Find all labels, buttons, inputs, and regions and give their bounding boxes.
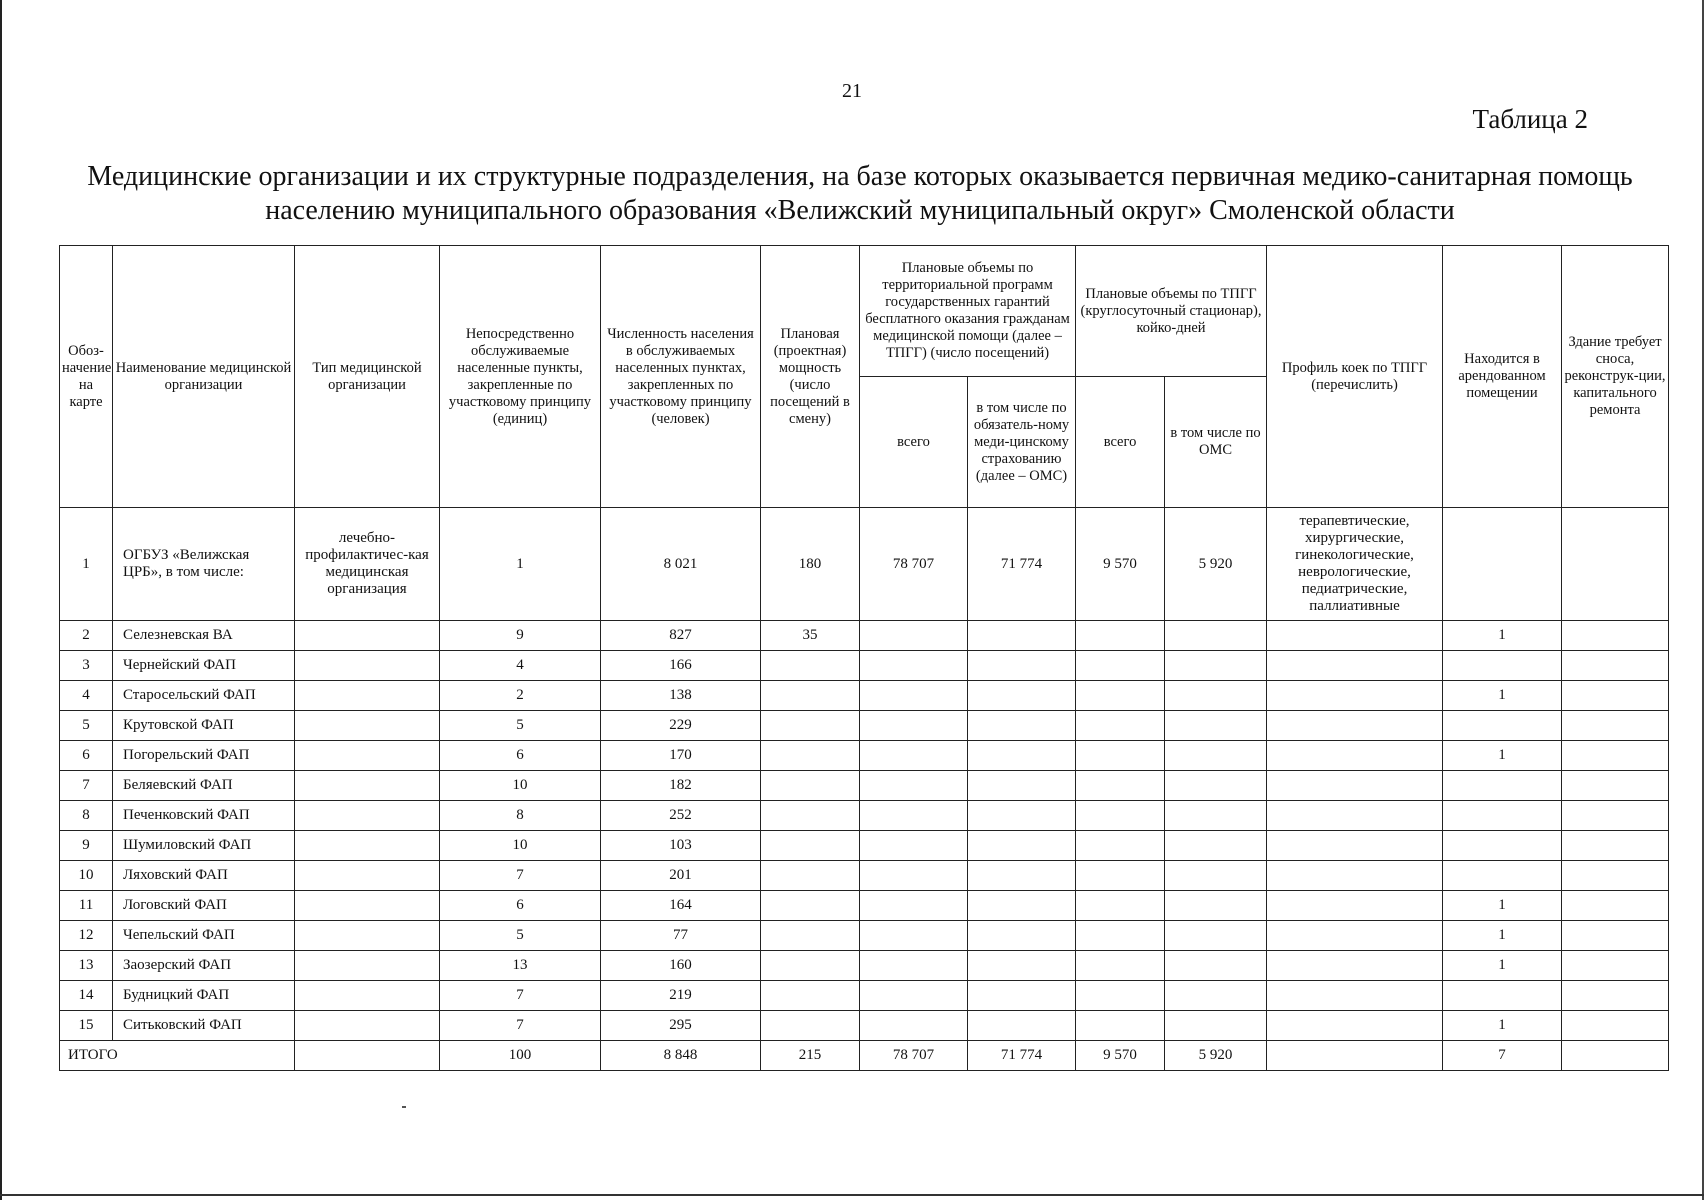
total-profile bbox=[1267, 1041, 1443, 1071]
cell-visits-total bbox=[860, 981, 968, 1011]
table-row bbox=[60, 921, 1669, 951]
cell-beds-total bbox=[1076, 981, 1165, 1011]
cell-visits-oms bbox=[968, 891, 1076, 921]
cell-beds-oms bbox=[1165, 771, 1267, 801]
cell-type bbox=[295, 771, 440, 801]
title-line-2: населению муниципального образования «Велижский муниципальный округ» Смоленской области bbox=[265, 195, 1455, 226]
cell-capacity bbox=[761, 831, 860, 861]
cell-population: 229 bbox=[601, 711, 761, 741]
page-number: 21 bbox=[842, 80, 862, 102]
cell-num: 13 bbox=[60, 951, 113, 981]
cell-settlements: 6 bbox=[440, 741, 601, 771]
total-type bbox=[295, 1041, 440, 1071]
facilities-table bbox=[59, 245, 1669, 1071]
cell-type bbox=[295, 741, 440, 771]
cell-name: Логовский ФАП bbox=[113, 891, 295, 921]
header-beds-oms: в том числе по ОМС bbox=[1165, 377, 1267, 508]
cell-visits-oms: 71 774 bbox=[968, 508, 1076, 621]
cell-population: 164 bbox=[601, 891, 761, 921]
cell-capacity bbox=[761, 891, 860, 921]
cell-type bbox=[295, 681, 440, 711]
cell-demolition bbox=[1562, 711, 1669, 741]
cell-visits-oms bbox=[968, 651, 1076, 681]
page-edge-left bbox=[0, 0, 2, 1200]
cell-demolition bbox=[1562, 741, 1669, 771]
cell-visits-oms bbox=[968, 681, 1076, 711]
cell-visits-total bbox=[860, 921, 968, 951]
cell-visits-total bbox=[860, 801, 968, 831]
cell-num: 12 bbox=[60, 921, 113, 951]
cell-name: Печенковский ФАП bbox=[113, 801, 295, 831]
cell-settlements: 5 bbox=[440, 921, 601, 951]
total-beds-total: 9 570 bbox=[1076, 1041, 1165, 1071]
cell-num: 5 bbox=[60, 711, 113, 741]
cell-beds-total bbox=[1076, 711, 1165, 741]
cell-settlements: 10 bbox=[440, 831, 601, 861]
cell-capacity bbox=[761, 951, 860, 981]
cell-rented: 1 bbox=[1443, 921, 1562, 951]
cell-profile: терапевтические, хирургические, гинекологические, неврологические, педиатрические, паллиативные bbox=[1267, 508, 1443, 621]
cell-name: Крутовской ФАП bbox=[113, 711, 295, 741]
cell-population: 252 bbox=[601, 801, 761, 831]
cell-beds-oms: 5 920 bbox=[1165, 508, 1267, 621]
table-row bbox=[60, 771, 1669, 801]
cell-rented bbox=[1443, 651, 1562, 681]
cell-name: Ляховский ФАП bbox=[113, 861, 295, 891]
cell-visits-total bbox=[860, 951, 968, 981]
cell-type bbox=[295, 651, 440, 681]
cell-num: 6 bbox=[60, 741, 113, 771]
cell-settlements: 6 bbox=[440, 891, 601, 921]
cell-beds-oms bbox=[1165, 951, 1267, 981]
cell-settlements: 8 bbox=[440, 801, 601, 831]
cell-rented bbox=[1443, 831, 1562, 861]
cell-capacity bbox=[761, 861, 860, 891]
table-row-main bbox=[60, 508, 1669, 621]
table-row bbox=[60, 801, 1669, 831]
cell-profile bbox=[1267, 921, 1443, 951]
cell-rented: 1 bbox=[1443, 681, 1562, 711]
cell-beds-total bbox=[1076, 681, 1165, 711]
cell-beds-total bbox=[1076, 801, 1165, 831]
header-tpgg-beds: Плановые объемы по ТПГГ (круглосуточный стационар), койко-дней bbox=[1076, 246, 1267, 377]
header-designation: Обоз-начение на карте bbox=[60, 246, 113, 508]
cell-capacity: 180 bbox=[761, 508, 860, 621]
cell-profile bbox=[1267, 801, 1443, 831]
cell-beds-total bbox=[1076, 651, 1165, 681]
cell-profile bbox=[1267, 951, 1443, 981]
cell-beds-total bbox=[1076, 921, 1165, 951]
cell-population: 827 bbox=[601, 621, 761, 651]
header-rented: Находится в арендованном помещении bbox=[1443, 246, 1562, 508]
cell-beds-oms bbox=[1165, 741, 1267, 771]
cell-demolition bbox=[1562, 831, 1669, 861]
table-row bbox=[60, 861, 1669, 891]
cell-beds-total bbox=[1076, 891, 1165, 921]
total-demolition bbox=[1562, 1041, 1669, 1071]
cell-visits-total bbox=[860, 891, 968, 921]
cell-num: 8 bbox=[60, 801, 113, 831]
cell-type bbox=[295, 621, 440, 651]
cell-profile bbox=[1267, 891, 1443, 921]
cell-beds-oms bbox=[1165, 1011, 1267, 1041]
cell-capacity bbox=[761, 681, 860, 711]
cell-demolition bbox=[1562, 981, 1669, 1011]
table-row bbox=[60, 831, 1669, 861]
cell-visits-total bbox=[860, 711, 968, 741]
cell-capacity bbox=[761, 981, 860, 1011]
cell-name: Будницкий ФАП bbox=[113, 981, 295, 1011]
cell-demolition bbox=[1562, 508, 1669, 621]
cell-num: 11 bbox=[60, 891, 113, 921]
cell-profile bbox=[1267, 861, 1443, 891]
cell-name: ОГБУЗ «Велижская ЦРБ», в том числе: bbox=[113, 508, 295, 621]
cell-capacity bbox=[761, 921, 860, 951]
cell-beds-total bbox=[1076, 951, 1165, 981]
cell-population: 201 bbox=[601, 861, 761, 891]
cell-num: 9 bbox=[60, 831, 113, 861]
cell-settlements: 1 bbox=[440, 508, 601, 621]
table-row bbox=[60, 951, 1669, 981]
total-label: ИТОГО bbox=[60, 1041, 295, 1071]
cell-beds-oms bbox=[1165, 861, 1267, 891]
cell-name: Старосельский ФАП bbox=[113, 681, 295, 711]
cell-type bbox=[295, 951, 440, 981]
cell-capacity bbox=[761, 741, 860, 771]
cell-population: 295 bbox=[601, 1011, 761, 1041]
cell-visits-total bbox=[860, 651, 968, 681]
cell-beds-total bbox=[1076, 771, 1165, 801]
cell-rented bbox=[1443, 801, 1562, 831]
cell-type bbox=[295, 831, 440, 861]
total-capacity: 215 bbox=[761, 1041, 860, 1071]
total-visits-oms: 71 774 bbox=[968, 1041, 1076, 1071]
cell-name: Беляевский ФАП bbox=[113, 771, 295, 801]
cell-beds-total bbox=[1076, 831, 1165, 861]
cell-capacity bbox=[761, 771, 860, 801]
cell-population: 219 bbox=[601, 981, 761, 1011]
cell-demolition bbox=[1562, 621, 1669, 651]
cell-demolition bbox=[1562, 921, 1669, 951]
cell-visits-oms bbox=[968, 921, 1076, 951]
cell-num: 1 bbox=[60, 508, 113, 621]
cell-beds-oms bbox=[1165, 981, 1267, 1011]
cell-settlements: 9 bbox=[440, 621, 601, 651]
header-demolition: Здание требует сноса, реконструк-ции, капитального ремонта bbox=[1562, 246, 1669, 508]
cell-num: 3 bbox=[60, 651, 113, 681]
cell-profile bbox=[1267, 621, 1443, 651]
cell-demolition bbox=[1562, 951, 1669, 981]
cell-capacity bbox=[761, 651, 860, 681]
cell-settlements: 7 bbox=[440, 981, 601, 1011]
cell-population: 170 bbox=[601, 741, 761, 771]
cell-rented bbox=[1443, 981, 1562, 1011]
cell-visits-oms bbox=[968, 861, 1076, 891]
cell-beds-oms bbox=[1165, 801, 1267, 831]
cell-visits-oms bbox=[968, 951, 1076, 981]
cell-profile bbox=[1267, 651, 1443, 681]
header-bed-profile: Профиль коек по ТПГГ (перечислить) bbox=[1267, 246, 1443, 508]
cell-beds-total bbox=[1076, 861, 1165, 891]
table-row bbox=[60, 711, 1669, 741]
table-row bbox=[60, 621, 1669, 651]
cell-name: Ситьковский ФАП bbox=[113, 1011, 295, 1041]
cell-name: Чепельский ФАП bbox=[113, 921, 295, 951]
cell-settlements: 4 bbox=[440, 651, 601, 681]
cell-population: 166 bbox=[601, 651, 761, 681]
cell-population: 77 bbox=[601, 921, 761, 951]
cell-rented bbox=[1443, 711, 1562, 741]
total-beds-oms: 5 920 bbox=[1165, 1041, 1267, 1071]
cell-population: 182 bbox=[601, 771, 761, 801]
cell-beds-total bbox=[1076, 621, 1165, 651]
cell-demolition bbox=[1562, 771, 1669, 801]
cell-demolition bbox=[1562, 1011, 1669, 1041]
cell-population: 103 bbox=[601, 831, 761, 861]
cell-population: 138 bbox=[601, 681, 761, 711]
header-name: Наименование медицинской организации bbox=[113, 246, 295, 508]
cell-beds-total: 9 570 bbox=[1076, 508, 1165, 621]
table-row bbox=[60, 651, 1669, 681]
cell-type: лечебно-профилактичес-кая медицинская организация bbox=[295, 508, 440, 621]
header-capacity: Плановая (проектная) мощность (число посещений в смену) bbox=[761, 246, 860, 508]
cell-profile bbox=[1267, 981, 1443, 1011]
cell-profile bbox=[1267, 831, 1443, 861]
cell-profile bbox=[1267, 741, 1443, 771]
cell-profile bbox=[1267, 1011, 1443, 1041]
cell-capacity bbox=[761, 801, 860, 831]
cell-visits-total bbox=[860, 681, 968, 711]
total-settlements: 100 bbox=[440, 1041, 601, 1071]
cell-visits-oms bbox=[968, 771, 1076, 801]
cell-visits-oms bbox=[968, 981, 1076, 1011]
cell-visits-total bbox=[860, 831, 968, 861]
cell-profile bbox=[1267, 771, 1443, 801]
cell-beds-oms bbox=[1165, 681, 1267, 711]
cell-type bbox=[295, 1011, 440, 1041]
cell-population: 8 021 bbox=[601, 508, 761, 621]
header-type: Тип медицинской организации bbox=[295, 246, 440, 508]
table-row bbox=[60, 891, 1669, 921]
cell-beds-total bbox=[1076, 741, 1165, 771]
table-row bbox=[60, 681, 1669, 711]
page-edge-bottom bbox=[0, 1194, 1704, 1196]
cell-type bbox=[295, 801, 440, 831]
cell-visits-oms bbox=[968, 621, 1076, 651]
cell-type bbox=[295, 891, 440, 921]
cell-rented bbox=[1443, 771, 1562, 801]
cell-type bbox=[295, 711, 440, 741]
cell-rented: 1 bbox=[1443, 951, 1562, 981]
title-line-1: Медицинские организации и их структурные подразделения, на базе которых оказывается первичная медико-санитарная помощь bbox=[87, 161, 1633, 192]
cell-num: 7 bbox=[60, 771, 113, 801]
cell-visits-oms bbox=[968, 801, 1076, 831]
total-rented: 7 bbox=[1443, 1041, 1562, 1071]
cell-beds-oms bbox=[1165, 621, 1267, 651]
cell-profile bbox=[1267, 711, 1443, 741]
cell-beds-total bbox=[1076, 1011, 1165, 1041]
cell-visits-oms bbox=[968, 1011, 1076, 1041]
cell-type bbox=[295, 981, 440, 1011]
cell-rented: 1 bbox=[1443, 1011, 1562, 1041]
header-visits-oms: в том числе по обязатель-ному меди-цинскому страхованию (далее – ОМС) bbox=[968, 377, 1076, 508]
cell-beds-oms bbox=[1165, 711, 1267, 741]
table-row-total bbox=[60, 1041, 1669, 1071]
cell-visits-oms bbox=[968, 741, 1076, 771]
cell-visits-total bbox=[860, 1011, 968, 1041]
cell-demolition bbox=[1562, 651, 1669, 681]
cell-settlements: 5 bbox=[440, 711, 601, 741]
cell-settlements: 13 bbox=[440, 951, 601, 981]
cell-visits-total bbox=[860, 771, 968, 801]
cell-beds-oms bbox=[1165, 891, 1267, 921]
cell-type bbox=[295, 861, 440, 891]
cell-demolition bbox=[1562, 801, 1669, 831]
cell-rented bbox=[1443, 508, 1562, 621]
cell-capacity bbox=[761, 711, 860, 741]
cell-name: Селезневская ВА bbox=[113, 621, 295, 651]
cell-rented bbox=[1443, 861, 1562, 891]
cell-visits-total bbox=[860, 741, 968, 771]
cell-demolition bbox=[1562, 891, 1669, 921]
cell-visits-total: 78 707 bbox=[860, 508, 968, 621]
cell-settlements: 2 bbox=[440, 681, 601, 711]
cell-capacity bbox=[761, 1011, 860, 1041]
cell-beds-oms bbox=[1165, 921, 1267, 951]
header-tpgg-visits: Плановые объемы по территориальной программ государственных гарантий бесплатного оказания гражданам медицинской помощи (далее – ТПГГ) (число посещений) bbox=[860, 246, 1076, 377]
cell-rented: 1 bbox=[1443, 621, 1562, 651]
cell-demolition bbox=[1562, 681, 1669, 711]
header-settlements: Непосредственно обслуживаемые населенные пункты, закрепленные по участковому принципу (единиц) bbox=[440, 246, 601, 508]
cell-name: Погорельский ФАП bbox=[113, 741, 295, 771]
cell-type bbox=[295, 921, 440, 951]
cell-num: 14 bbox=[60, 981, 113, 1011]
header-population: Численность населения в обслуживаемых населенных пунктах, закрепленных по участковому принципу (человек) bbox=[601, 246, 761, 508]
cell-demolition bbox=[1562, 861, 1669, 891]
document-title bbox=[60, 160, 1660, 228]
table-row bbox=[60, 981, 1669, 1011]
cell-name: Заозерский ФАП bbox=[113, 951, 295, 981]
cell-name: Чернейский ФАП bbox=[113, 651, 295, 681]
cell-visits-oms bbox=[968, 831, 1076, 861]
table-label: Таблица 2 bbox=[1472, 104, 1588, 134]
cell-profile bbox=[1267, 681, 1443, 711]
cell-visits-total bbox=[860, 621, 968, 651]
total-visits-total: 78 707 bbox=[860, 1041, 968, 1071]
cell-num: 15 bbox=[60, 1011, 113, 1041]
total-population: 8 848 bbox=[601, 1041, 761, 1071]
cell-beds-oms bbox=[1165, 831, 1267, 861]
cell-visits-total bbox=[860, 861, 968, 891]
cell-settlements: 10 bbox=[440, 771, 601, 801]
cell-num: 10 bbox=[60, 861, 113, 891]
header-beds-total: всего bbox=[1076, 377, 1165, 508]
cell-population: 160 bbox=[601, 951, 761, 981]
cell-name: Шумиловский ФАП bbox=[113, 831, 295, 861]
cell-visits-oms bbox=[968, 711, 1076, 741]
cell-num: 4 bbox=[60, 681, 113, 711]
table-row bbox=[60, 1011, 1669, 1041]
header-visits-total: всего bbox=[860, 377, 968, 508]
cell-settlements: 7 bbox=[440, 1011, 601, 1041]
table-row bbox=[60, 741, 1669, 771]
cell-capacity: 35 bbox=[761, 621, 860, 651]
cell-rented: 1 bbox=[1443, 891, 1562, 921]
stray-mark bbox=[402, 1106, 406, 1108]
cell-beds-oms bbox=[1165, 651, 1267, 681]
cell-num: 2 bbox=[60, 621, 113, 651]
cell-rented: 1 bbox=[1443, 741, 1562, 771]
cell-settlements: 7 bbox=[440, 861, 601, 891]
